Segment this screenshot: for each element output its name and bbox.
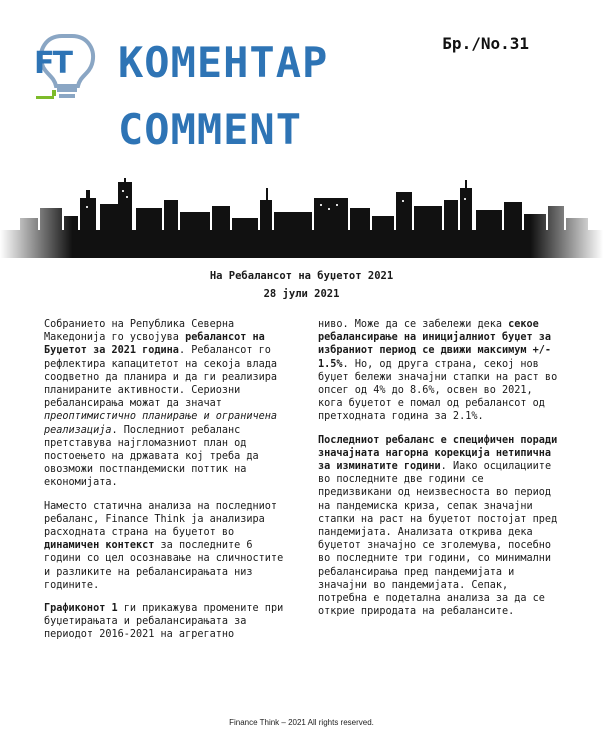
bold-text: ребалансот на Буџетот за 2021 година [44,332,265,357]
text: . Но, од друга страна, секој нов буџет бележи значајни стапки на раст во опсег од 4% до 8.6%, освен во 2021, кога буџетот е помал од ребалансот од претходната година за 2.1%. [318,358,558,423]
bold-text: Графиконот 1 [44,603,118,615]
bold-text: Последниот ребаланс е специфичен поради значајната нагорна корекција нетипична за изминатите години [318,434,558,473]
paragraph-2 [44,500,284,592]
text: Наместо статична анализа на последниот ребаланс, Finance Think ја анализира расходната страна на буџетот во [44,500,278,539]
title-macedonian: КОМЕНТАР [118,38,329,87]
right-column [318,318,558,628]
finance-think-logo [32,30,102,102]
text: ги прикажува промените при буџетирањата и ребалансирањата за периодот 2016-2021 на агрегатно [44,603,284,641]
left-column [44,318,284,652]
text: ниво. Може да се забележи дека [318,319,509,330]
title-english: COMMENT [118,105,303,154]
paragraph-5 [318,434,558,619]
logo-letters: FT [34,46,71,81]
text: . Ребалансот го рефлектира капацитетот на секоја влада соодветно да планира и да ги реализира планираните активности. Сериозни ребалансирања можат да значат [44,345,278,410]
document-title: На Ребалансот на буџетот 2021 [209,270,394,282]
text: . Иако осцилациите во последните две години се предизвикани од неизвесноста во период на пандемиска криза, сепак значајни стапки на раст на буџетот постојат пред пандемијата. Анализата открива дека буџетот значајно се зголемува, посебно во последните три години, со минимални ребалансирања пред пандемијата и значајни во пандемијата. Сепак, потребна е подетална анализа за да се открие природата на ребалансите. [318,461,558,618]
bold-text: секое ребалансирање на иницијалниот буџет за избраниот период се движи максимум +/- 1.5% [318,319,552,370]
paragraph-1 [44,318,284,490]
issue-number: Бр./No.31 [442,34,529,53]
paragraph-4 [318,318,558,424]
city-skyline-image [0,178,603,258]
text: Собранието на Република Северна Македонија го усвојува [44,319,235,344]
paragraph-3 [44,602,284,642]
document-date: 28 јули 2021 [263,288,340,300]
text: за последните 6 години со цел осознавање на сличностите и разликите на ребалансирањата низ годините. [44,540,284,591]
text: . Последниот ребаланс претставува најгломазниот план од постоењето на државата кој треба да овозможи постпандемиски поттик на економијата. [44,424,259,489]
bold-text: динамичен контекст [44,540,155,552]
footer-copyright: Finance Think – 2021 All rights reserved. [229,718,374,727]
italic-text: преоптимистично планирање и ограничена реализација [44,411,278,436]
